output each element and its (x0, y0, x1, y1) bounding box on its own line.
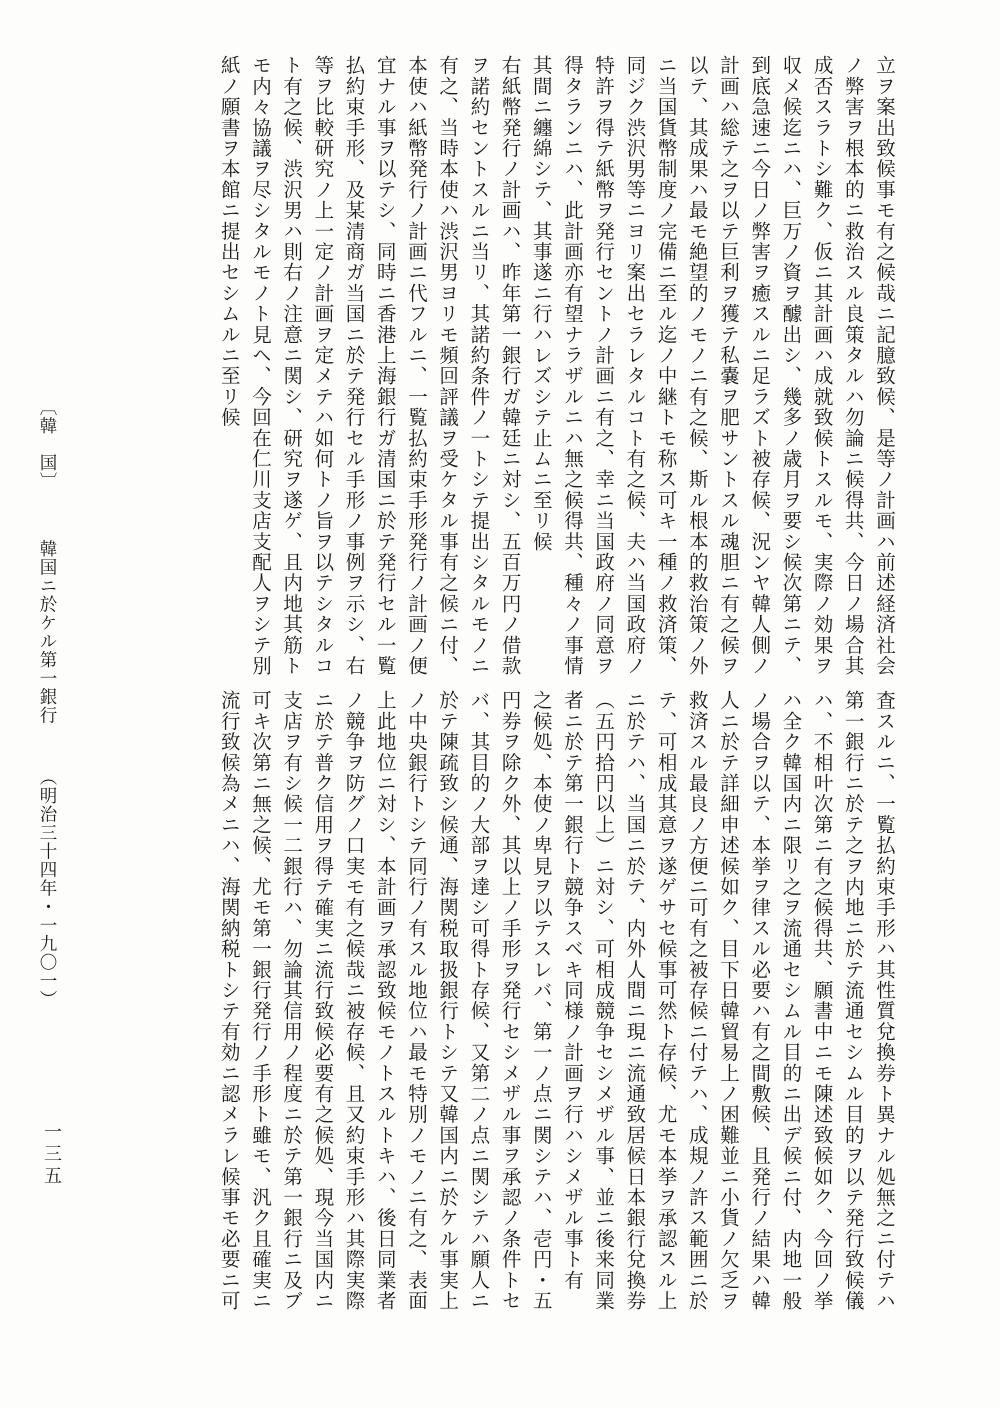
text-column: 計画ハ総テ之ヲ以テ巨利ヲ獲テ私嚢ヲ肥サントスル魂胆ニ有之候ヲ (716, 55, 740, 676)
text-column: 救済スル最良ノ方便ニ可有之被存候ニ付テハ、成規ノ許ス範囲ニ於 (685, 690, 709, 1311)
text-column: 其間ニ纏綿シテ、其事遂ニ行ハレズシテ止ムニ至リ候 (529, 55, 553, 552)
document-title: 韓国ニ於ケル第一銀行 (37, 539, 57, 725)
running-heading (30, 398, 60, 1008)
text-column: 円券ヲ除ク外、其以上ノ手形ヲ発行セシメザル事ヲ承認ノ条件トセ (498, 690, 522, 1311)
text-column: 上此地位ニ対シ、本計画ヲ承認致候モノトスルトキハ、後日同業者 (373, 690, 397, 1311)
text-column: 査スルニ、一覧払約束手形ハ其性質兌換券ト異ナル処無之ニ付テハ (873, 690, 896, 1311)
text-column: バ、其目的ノ大部ヲ達シ可得ト存候、又第二ノ点ニ関シテハ願人ニ (467, 690, 491, 1311)
text-column: ノ弊害ヲ根本的ニ救治スル良策タルハ勿論ニ候得共、今日ノ場合其 (841, 55, 865, 676)
text-column: 立ヲ案出致候事モ有之候哉ニ記臆致候、是等ノ計画ハ前述経済社会 (873, 55, 896, 676)
page-number: 一三五 (41, 1122, 62, 1188)
text-column: 人ニ於テ詳細申述候如ク、目下日韓貿易上ノ困難並ニ小貨ノ欠乏ヲ (716, 690, 740, 1311)
text-column: 等ヲ比較研究ノ上一定ノ計画ヲ定メテハ如何トノ旨ヲ以テシタルコ (311, 55, 335, 676)
section-tag: 〔韓 国〕 (37, 398, 57, 491)
text-column: ヲ諾約セントスルニ当リ、其諾約条件ノ一トシテ提出シタルモノニ (467, 55, 491, 676)
text-column: 可キ次第ニ無之候、尤モ第一銀行発行ノ手形ト雖モ、汎ク且確実ニ (248, 690, 272, 1311)
text-column: 紙ノ願書ヲ本館ニ提出セシムルニ至リ候 (217, 55, 241, 428)
text-block-bottom (214, 690, 900, 1311)
text-column: 払約束手形、及某清商ガ当国ニ於テ発行セル手形ノ事例ヲ示シ、右 (342, 55, 366, 677)
text-column: ノ場合ヲ以テ、本挙ヲ律スル必要ハ有之間敷候、且発行ノ結果ハ韓 (748, 690, 772, 1311)
text-column: 成否スラトシ難ク、仮ニ其計画ハ成就致候トスルモ、実際ノ効果ヲ (810, 55, 834, 676)
text-column: 収メ候迄ニハ、巨万ノ資ヲ醵出シ、幾多ノ歳月ヲ要シ候次第ニテ、 (779, 55, 803, 676)
text-column: 者ニ於テ第一銀行ト競争スベキ同様ノ計画ヲ行ハシメザル事ト有 (560, 690, 584, 1291)
text-column: 到底急速ニ今日ノ弊害ヲ癒スルニ足ラズト被存候、況ンヤ韓人側ノ (748, 55, 772, 676)
text-column: ハ全ク韓国内ニ限リ之ヲ流通セシムル目的ニ出デ候ニ付、内地一般 (779, 690, 803, 1311)
text-column: ハ、不相叶次第ニ有之候得共、願書中ニモ陳述致候如ク、今回ノ挙 (810, 690, 834, 1311)
text-column: モ内々協議ヲ尽シタルモノト見ヘ、今回在仁川支店支配人ヲシテ別 (248, 55, 272, 676)
text-column: 於テ陳疏致シ候通、海関税取扱銀行トシテ又韓国内ニ於ケル事実上 (436, 690, 460, 1311)
text-column: 第一銀行ニ於テ之ヲ内地ニ於テ流通セシムル目的ヲ以テ発行致候儀 (841, 690, 865, 1311)
text-column: ニ於テ普ク信用ヲ得テ確実ニ流行致候必要有之候処、現今当国内ニ (311, 690, 335, 1311)
text-block-top (214, 55, 900, 677)
text-column: 宜ナル事ヲ以テシ、同時ニ香港上海銀行ガ清国ニ於テ発行セル一覧 (373, 55, 397, 676)
text-column: 有之、当時本使ハ渋沢男ヨリモ頻回評議ヲ受ケタル事有之候ニ付、 (436, 55, 460, 676)
text-column: ノ競争ヲ防グノ口実モ有之候哉ニ被存候、且又約束手形ハ其際実際 (342, 690, 366, 1311)
text-column: 之候処、本使ノ卑見ヲ以テスレバ、第一ノ点ニ関シテハ、壱円・五 (529, 690, 553, 1311)
document-year: （明治三十四年・一九〇一） (37, 767, 57, 1008)
text-column: ト有之候、渋沢男ハ則右ノ注意ニ関シ、研究ヲ遂ゲ、且内地其筋ト (280, 55, 304, 676)
text-column: 支店ヲ有シ候一二銀行ハ、勿論其信用ノ程度ニ於テ第一銀行ニ及ブ (280, 690, 304, 1311)
text-column: 特許ヲ得テ紙幣ヲ発行セントノ計画ニ有之、幸ニ当国政府ノ同意ヲ (592, 55, 616, 676)
text-column: 得タランニハ、此計画亦有望ナラザルニハ無之候得共、種々ノ事情 (560, 55, 584, 676)
text-column: （五円拾円以上）ニ対シ、可相成競争セシメザル事、並ニ後来同業 (592, 690, 616, 1311)
text-column: ニ於テハ、当国ニ於テ、内外人間ニ現ニ流通致居候日本銀行兌換券 (623, 690, 647, 1311)
text-column: ノ中央銀行トシテ同行ノ有スル地位ハ最モ特別ノモノニ有之、表面 (404, 690, 428, 1311)
text-column: 本使ハ紙幣発行ノ計画ニ代フルニ、一覧払約束手形発行ノ計画ノ便 (404, 55, 428, 676)
text-column: 流行致候為メニハ、海関納税トシテ有効ニ認メラレ候事モ必要ニ可 (217, 690, 241, 1311)
text-column: テ、可相成其意ヲ遂ゲサセ候事可然ト存候、尤モ本挙ヲ承認スル上 (654, 690, 678, 1311)
text-column: ニ当国貨幣制度ノ完備ニ至ル迄ノ中継トモ称ス可キ一種ノ救済策、 (654, 55, 678, 676)
text-column: 右紙幣発行ノ計画ハ、昨年第一銀行ガ韓廷ニ対シ、五百万円ノ借款 (498, 55, 522, 676)
text-column: 以テ、其成果ハ最モ絶望的ノモノニ有之候、斯ル根本的救治策ノ外 (685, 55, 709, 676)
text-column: 同ジク渋沢男等ニヨリ案出セラレタルコト有之候、夫ハ当国政府ノ (623, 55, 647, 676)
